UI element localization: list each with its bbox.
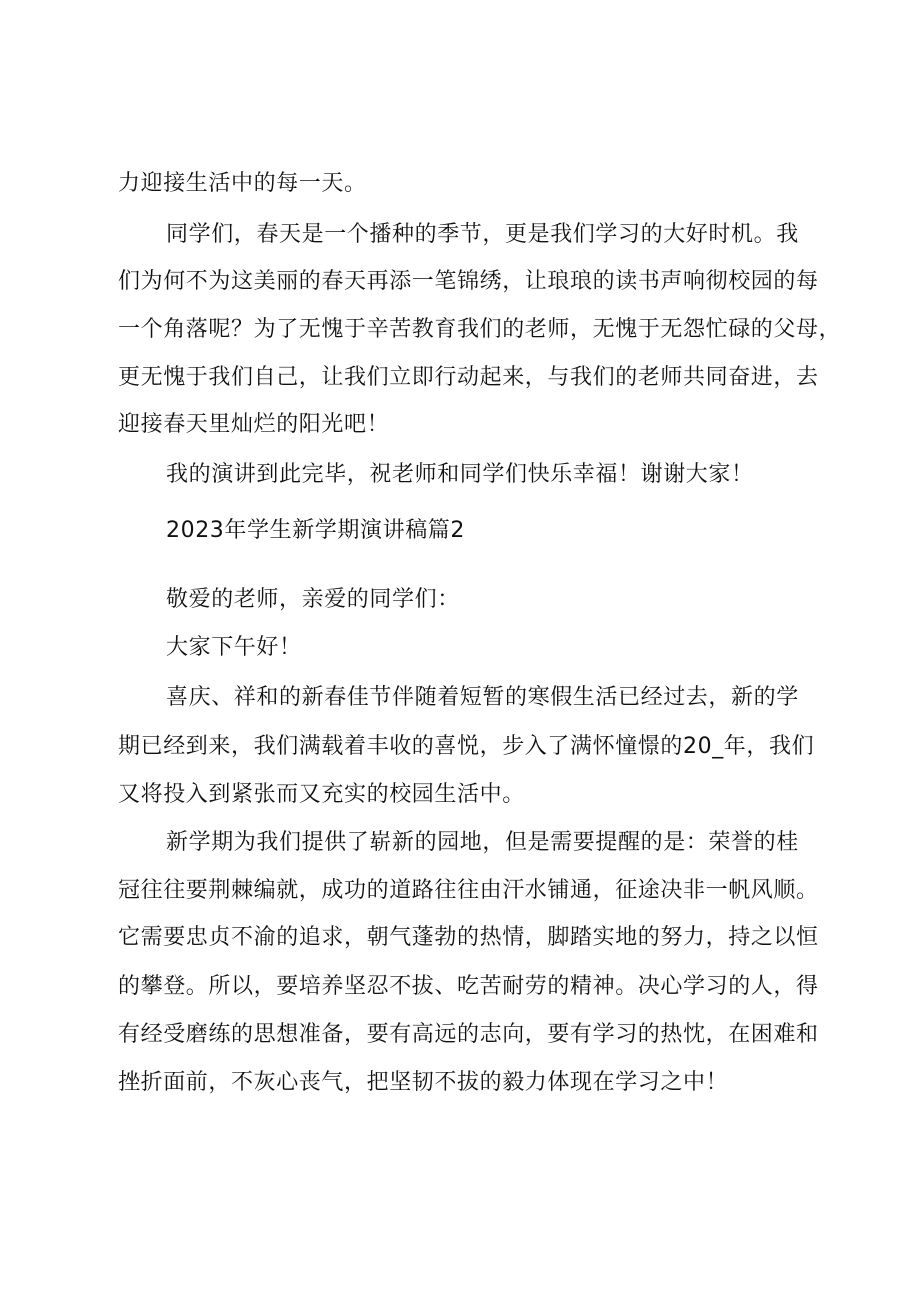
paragraph-line: 们为何不为这美丽的春天再添一笔锦绣，让琅琅的读书声响彻校园的每 [118,269,819,294]
paragraph-line: 又将投入到紧张而又充实的校园生活中。 [118,782,525,807]
section-heading: 2023年学生新学期演讲稿篇2 [166,518,465,543]
paragraph-line: 我的演讲到此完毕，祝老师和同学们快乐幸福！谢谢大家！ [166,462,754,487]
paragraph-line: 迎接春天里灿烂的阳光吧！ [118,412,390,437]
paragraph-line: 挫折面前，不灰心丧气，把坚韧不拔的毅力体现在学习之中！ [118,1070,729,1095]
paragraph-line: 期已经到来，我们满载着丰收的喜悦，步入了满怀憧憬的20_年，我们 [118,734,815,759]
paragraph-line: 有经受磨练的思想准备，要有高远的志向，要有学习的热忱，在困难和 [118,1022,819,1047]
paragraph-line: 力迎接生活中的每一天。 [118,171,367,196]
paragraph-line: 一个角落呢？为了无愧于辛苦教育我们的老师，无愧于无怨忙碌的父母， [118,317,842,342]
paragraph-line: 它需要忠贞不渝的追求，朝气蓬勃的热情，脚踏实地的努力，持之以恒 [118,925,819,950]
salutation: 敬爱的老师，亲爱的同学们： [166,587,460,612]
paragraph-line: 同学们，春天是一个播种的季节，更是我们学习的大好时机。我 [166,222,799,247]
paragraph-line: 喜庆、祥和的新春佳节伴随着短暂的寒假生活已经过去，新的学 [166,685,799,710]
paragraph-line: 的攀登。所以，要培养坚忍不拔、吃苦耐劳的精神。决心学习的人，得 [118,974,819,999]
paragraph-line: 新学期为我们提供了崭新的园地，但是需要提醒的是：荣誉的桂 [166,830,799,855]
greeting: 大家下午好！ [166,635,302,660]
paragraph-line: 更无愧于我们自己，让我们立即行动起来，与我们的老师共同奋进，去 [118,365,819,390]
paragraph-line: 冠往往要荆棘编就，成功的道路往往由汗水铺通，征途决非一帆风顺。 [118,878,819,903]
